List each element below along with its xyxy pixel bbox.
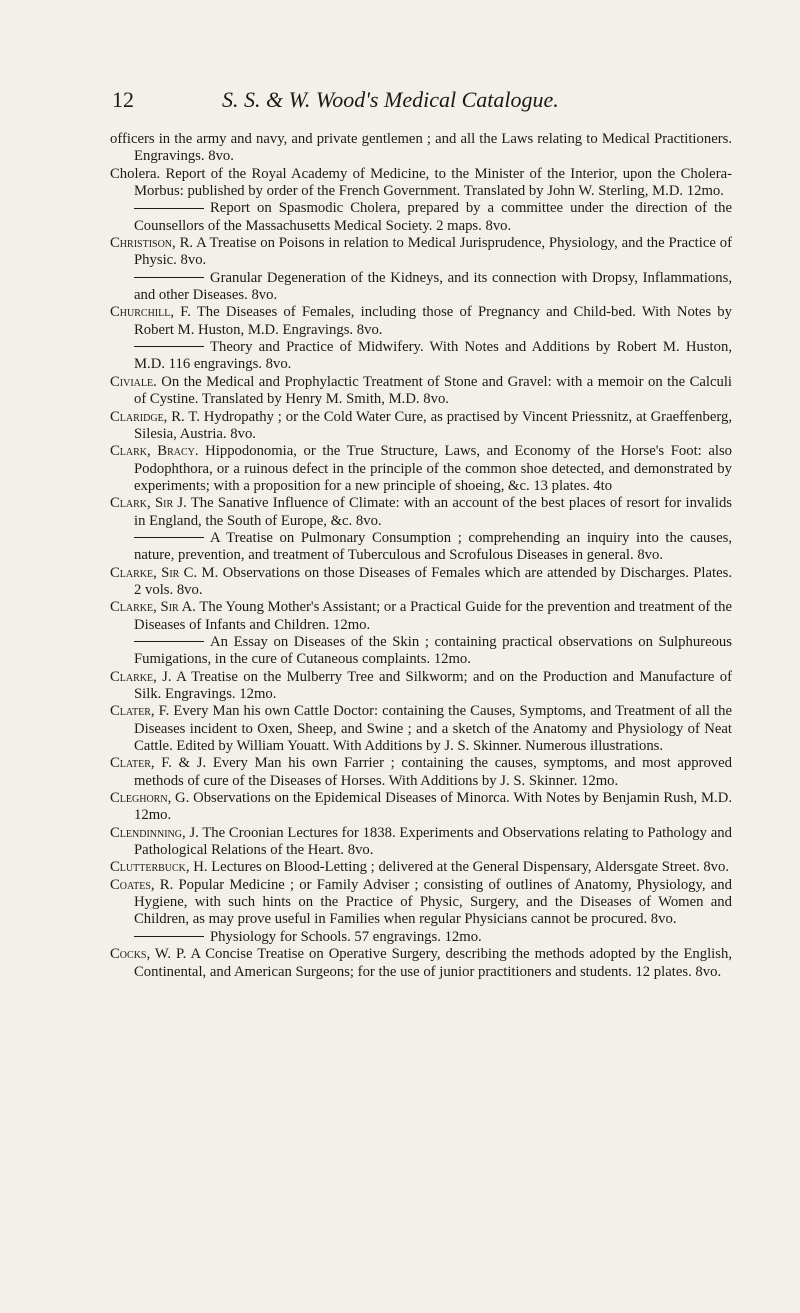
entry-author: Clarke, Sir A. [110,599,196,616]
entry-text: An Essay on Diseases of the Skin ; containing practical observations on Sulphureous Fumigations, in the cure of Cutaneous complaints. 12mo. [134,633,732,668]
entry-author: Clarke, Sir C. M. [110,564,219,581]
entry-text: Report on Spasmodic Cholera, prepared by a committee under the direction of the Counsellors of the Massachusetts Medical Society. 2 maps. 8vo. [134,200,732,234]
catalogue-entry [110,409,732,444]
entry-text: The Diseases of Females, including those of Pregnancy and Child-bed. With Notes by Robert M. Huston, M.D. Engravings. 8vo. [134,304,732,338]
catalogue-entry [110,755,732,790]
catalogue-sub-entry [110,200,732,235]
catalogue-entry [110,131,732,166]
entry-text: A Treatise on Poisons in relation to Medical Jurisprudence, Physiology, and the Practice of Physic. 8vo. [134,235,732,269]
ditto-dash [134,346,204,347]
entry-text: Every Man his own Cattle Doctor: containing the Causes, Symptoms, and Treatment of all the Diseases incident to Oxen, Sheep, and Swine ; and a sketch of the Anatomy and Physiology of Neat Cattle. Edited by William Youatt. With Additions by J. S. Skinner. Numerous illustrations. [134,703,732,755]
catalogue-sub-entry [110,270,732,305]
entry-text: A Treatise on the Mulberry Tree and Silkworm; and on the Production and Manufacture of Silk. Engravings. 12mo. [134,668,733,702]
entry-text: The Sanative Influence of Climate: with an account of the best places of resort for invalids in England, the South of Europe, &c. 8vo. [134,495,733,529]
catalogue-sub-entry [110,634,732,669]
entry-text: The Young Mother's Assistant; or a Practical Guide for the prevention and treatment of the Diseases of Infants and Children. 12mo. [134,599,733,633]
entry-author: Christison, R. [110,235,194,252]
catalogue-entry [110,946,732,981]
entry-text: Every Man his own Farrier ; containing the causes, symptoms, and most approved methods of cure of the Diseases of Horses. With Additions by J. S. Skinner. 12mo. [134,755,732,789]
catalogue-entry [110,669,732,704]
entry-author: Cleghorn, G. [110,790,190,807]
catalogue-entries [110,131,732,981]
entry-text: Hydropathy ; or the Cold Water Cure, as practised by Vincent Priessnitz, at Graeffenberg, Silesia, Austria. 8vo. [134,408,732,442]
entry-text: Hippodonomia, or the True Structure, Laws, and Economy of the Horse's Foot: also Podophthora, or a ruinous defect in the principle of the common shoe detected, and demonstrated by experiments; with a proposition for a new principle of shoeing, &c. 13 plates. 4to [134,443,733,494]
catalogue-entry [110,166,732,201]
catalogue-entry [110,859,732,876]
ditto-dash [134,277,204,278]
entry-author: Clark, Bracy. [110,443,199,460]
entry-text: A Treatise on Pulmonary Consumption ; comprehending an inquiry into the causes, nature, prevention, and treatment of Tuberculous and Scrofulous Diseases in general. 8vo. [134,529,732,564]
entry-text: A Concise Treatise on Operative Surgery, describing the methods adopted by the English, Continental, and American Surgeons; for the use of junior practitioners and students. 12 plates. 8vo. [134,946,732,980]
catalogue-sub-entry [110,929,732,946]
catalogue-entry [110,790,732,825]
catalogue-entry [110,599,732,634]
entry-author: Coates, R. [110,876,174,893]
ditto-dash [134,208,204,209]
entry-text: On the Medical and Prophylactic Treatment of Stone and Gravel: with a memoir on the Calculi of Cystine. Translated by Henry M. Smith, M.D. 8vo. [134,373,733,408]
running-title: S. S. & W. Wood's Medical Catalogue. [222,87,559,112]
ditto-dash [134,641,204,642]
entry-text: Observations on those Diseases of Females which are attended by Discharges. Plates. 2 vols. 8vo. [134,564,732,598]
entry-author: Clendinning, J. [110,824,199,841]
entry-text: Lectures on Blood-Letting ; delivered at the General Dispensary, Aldersgate Street. 8vo. [211,859,730,876]
catalogue-entry [110,703,732,755]
catalogue-sub-entry [110,339,732,374]
catalogue-entry [110,443,732,495]
entry-text: Theory and Practice of Midwifery. With Notes and Additions by Robert M. Huston, M.D. 116 engravings. 8vo. [134,339,732,373]
entry-text: Observations on the Epidemical Diseases of Minorca. With Notes by Benjamin Rush, M.D. 12mo. [134,790,732,824]
catalogue-entry [110,565,732,600]
entry-text: The Croonian Lectures for 1838. Experiments and Observations relating to Pathology and Pathological Relations of the Heart. 8vo. [134,824,732,859]
catalogue-entry [110,825,732,860]
entry-author: Clarke, J. [110,668,172,685]
entry-author: Clark, Sir J. [110,495,187,512]
entry-author: Clutterbuck, H. [110,859,208,876]
entry-text: Cholera. Report of the Royal Academy of Medicine, to the Minister of the Interior, upon the Cholera-Morbus: published by order of the French Government. Translated by John W. Sterling, M.D. 12mo. [110,165,732,200]
page-number: 12 [112,87,134,112]
ditto-dash [134,537,204,538]
entry-text: Physiology for Schools. 57 engravings. 12mo. [210,928,482,945]
entry-author: Clater, F. & J. [110,755,207,772]
catalogue-entry [110,495,732,530]
catalogue-entry [110,877,732,929]
entry-author: Cocks, W. P. [110,946,187,963]
catalogue-entry [110,235,732,270]
ditto-dash [134,936,204,937]
entry-author: Claridge, R. T. [110,408,200,425]
entry-author: Clater, F. [110,703,170,720]
catalogue-sub-entry [110,530,732,565]
catalogue-entry [110,374,732,409]
entry-text: Popular Medicine ; or Family Adviser ; consisting of outlines of Anatomy, Physiology, and Hygiene, with such hints on the Practice of Physic, Surgery, and the Diseases of Women and Children, as may prove useful in Families when regular Physicians cannot be procured. 8vo. [134,876,732,928]
entry-author: Civiale. [110,373,157,390]
entry-text: Granular Degeneration of the Kidneys, and its connection with Dropsy, Inflammations, and other Diseases. 8vo. [134,269,732,304]
entry-text: officers in the army and navy, and private gentlemen ; and all the Laws relating to Medical Practitioners. Engravings. 8vo. [110,131,732,165]
entry-author: Churchill, F. [110,304,191,321]
catalogue-entry [110,304,732,339]
